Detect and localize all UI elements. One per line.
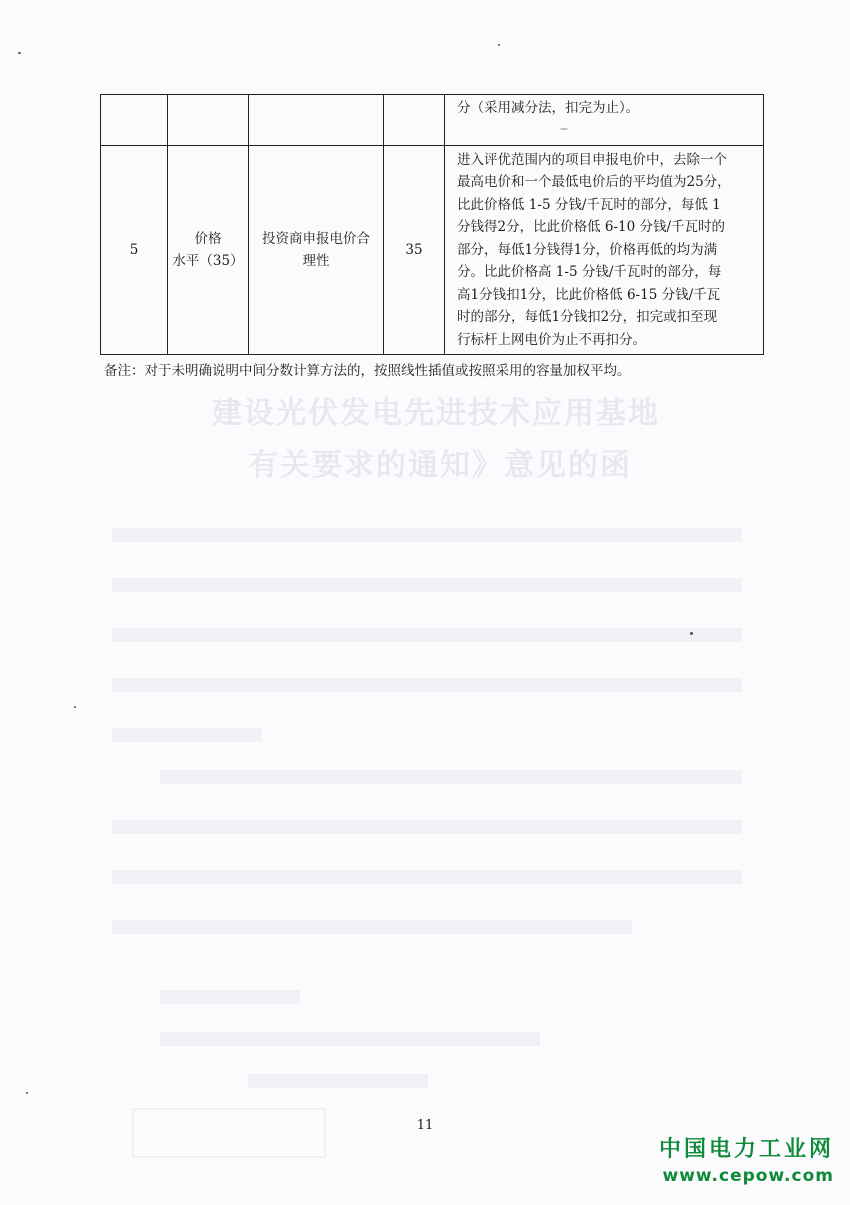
criteria-line: 高1分钱扣1分，比此价格低 6-15 分钱/千瓦	[457, 286, 721, 303]
criteria-line: 进入评优范围内的项目申报电价中，去除一个	[457, 151, 727, 168]
cell-item	[249, 95, 384, 146]
cell-index	[101, 95, 168, 146]
table-row	[101, 95, 764, 146]
bleed-through-title: 建设光伏发电先进技术应用基地	[212, 396, 660, 431]
site-watermark	[659, 1136, 834, 1188]
category-line: 价格	[194, 230, 222, 247]
criteria-line: 最高电价和一个最低电价后的平均值为25分，	[457, 174, 731, 191]
table-row	[101, 146, 764, 355]
faint-stamp	[132, 1108, 326, 1158]
page-number: 11	[416, 1118, 434, 1133]
cell-index: 5	[101, 146, 168, 355]
scan-speck	[498, 44, 500, 46]
cell-criteria: 分（采用减分法，扣完为止）。	[445, 95, 764, 146]
category-line: 水平（35）	[172, 253, 244, 269]
scan-speck	[690, 632, 693, 635]
criteria-line: 时的部分，每低1分钱扣2分，扣完或扣至现	[457, 309, 718, 326]
criteria-line: 分钱得2分，比此价格低 6-10 分钱/千瓦时的	[457, 219, 726, 236]
bleed-through-title: 有关要求的通知》意见的函	[248, 448, 632, 483]
cell-category	[168, 95, 249, 146]
cell-criteria	[445, 146, 764, 355]
criteria-line: 行标杆上网电价为止不再扣分。	[457, 331, 646, 348]
criteria-line: 比此价格低 1-5 分钱/千瓦时的部分，每低 1	[457, 196, 721, 213]
scan-speck	[74, 706, 76, 708]
watermark-url: www.cepow.com	[662, 1166, 834, 1186]
scan-speck	[26, 1092, 28, 1094]
watermark-name: 中国电力工业网	[658, 1137, 834, 1162]
scan-speck	[560, 128, 568, 130]
cell-score: 35	[384, 146, 445, 355]
criteria-line: 分。比此价格高 1-5 分钱/千瓦时的部分，每	[457, 264, 722, 281]
cell-category	[168, 146, 249, 355]
cell-item	[249, 146, 384, 355]
cell-score	[384, 95, 445, 146]
scan-speck	[18, 52, 21, 54]
criteria-line: 部分，每低1分钱得1分，价格再低的均为满	[457, 241, 718, 258]
table-note: 备注：对于未明确说明中间分数计算方法的，按照线性插值或按照采用的容量加权平均。	[104, 363, 631, 379]
item-line: 投资商申报电价合	[262, 230, 370, 247]
scoring-table	[100, 94, 764, 355]
item-line: 理性	[302, 253, 330, 269]
